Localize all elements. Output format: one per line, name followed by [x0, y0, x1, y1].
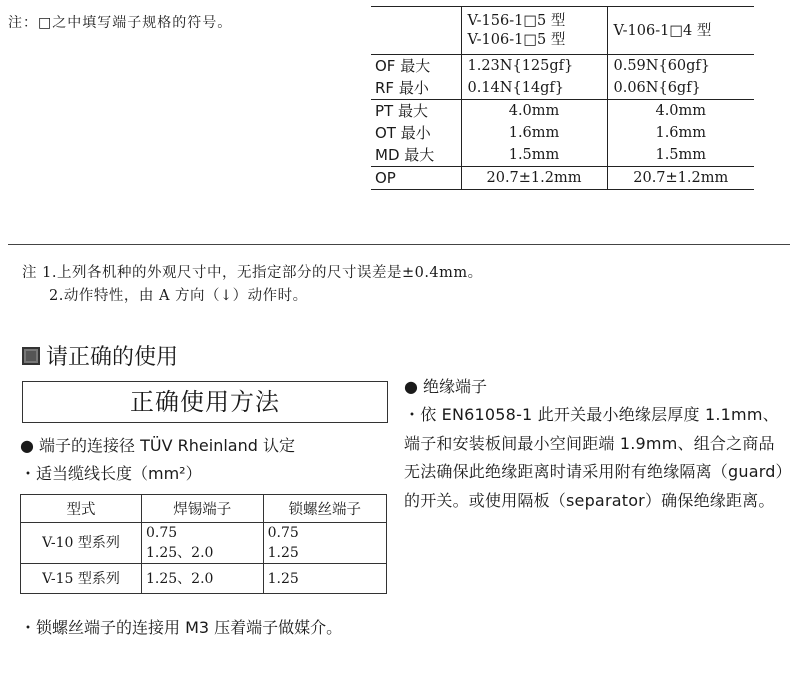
spec-header-row — [371, 7, 754, 55]
table-row: V-10 型系列 0.75 1.25、2.0 0.75 1.25 — [21, 523, 387, 564]
spec-row: PT 最大 4.0mm 4.0mm — [371, 100, 754, 123]
bullet-terminal-wire: ● 端子的连接径 TÜV Rheinland 认定 — [20, 436, 295, 455]
top-note: 注：□之中填写端子规格的符号。 — [8, 15, 233, 31]
spec-row: MD 最大 1.5mm 1.5mm — [371, 144, 754, 167]
note-2: 2.动作特性，由 A 方向（↓）动作时。 — [49, 288, 308, 304]
spec-row: OF 最大 1.23N{125gf} 0.59N{60gf} — [371, 55, 754, 78]
method-title-box: 正确使用方法 — [22, 381, 388, 423]
insulated-terminal-body: ・依 EN61058-1 此开关最小绝缘层厚度 1.1mm、端子和安装板间最小空间距端 1.9mm、组合之商品无法确保此绝缘距离时请采用附有绝缘隔离（guard）的开关。或使用隔板（separator）确保绝缘距离。 — [404, 405, 784, 510]
spec-row: OT 最小 1.6mm 1.6mm — [371, 122, 754, 144]
wire-table — [20, 494, 387, 594]
spec-header-col2: V-106-1□4 型 — [607, 7, 754, 55]
spec-row: RF 最小 0.14N{14gf} 0.06N{6gf} — [371, 77, 754, 100]
square-bullet-icon — [22, 347, 40, 365]
wire-table-header: 型式 焊锡端子 锁螺丝端子 — [21, 495, 387, 523]
insulated-terminal-title: ● 绝缘端子 — [404, 377, 488, 396]
note-1: 注 1.上列各机种的外观尺寸中，无指定部分的尺寸误差是±0.4mm。 — [22, 265, 483, 281]
bullet-wire-length: ・适当缆线长度（mm²） — [20, 464, 202, 483]
section-divider — [8, 244, 790, 245]
section-heading: 请正确的使用 — [22, 340, 178, 371]
notes — [22, 262, 483, 308]
spec-table — [371, 6, 754, 190]
spec-header-col1: V-156-1□5 型 V-106-1□5 型 — [461, 7, 607, 55]
bullet-screw-terminal: ・锁螺丝端子的连接用 M3 压着端子做媒介。 — [20, 618, 343, 637]
table-row: V-15 型系列 1.25、2.0 1.25 — [21, 564, 387, 594]
spec-row: OP 20.7±1.2mm 20.7±1.2mm — [371, 167, 754, 190]
